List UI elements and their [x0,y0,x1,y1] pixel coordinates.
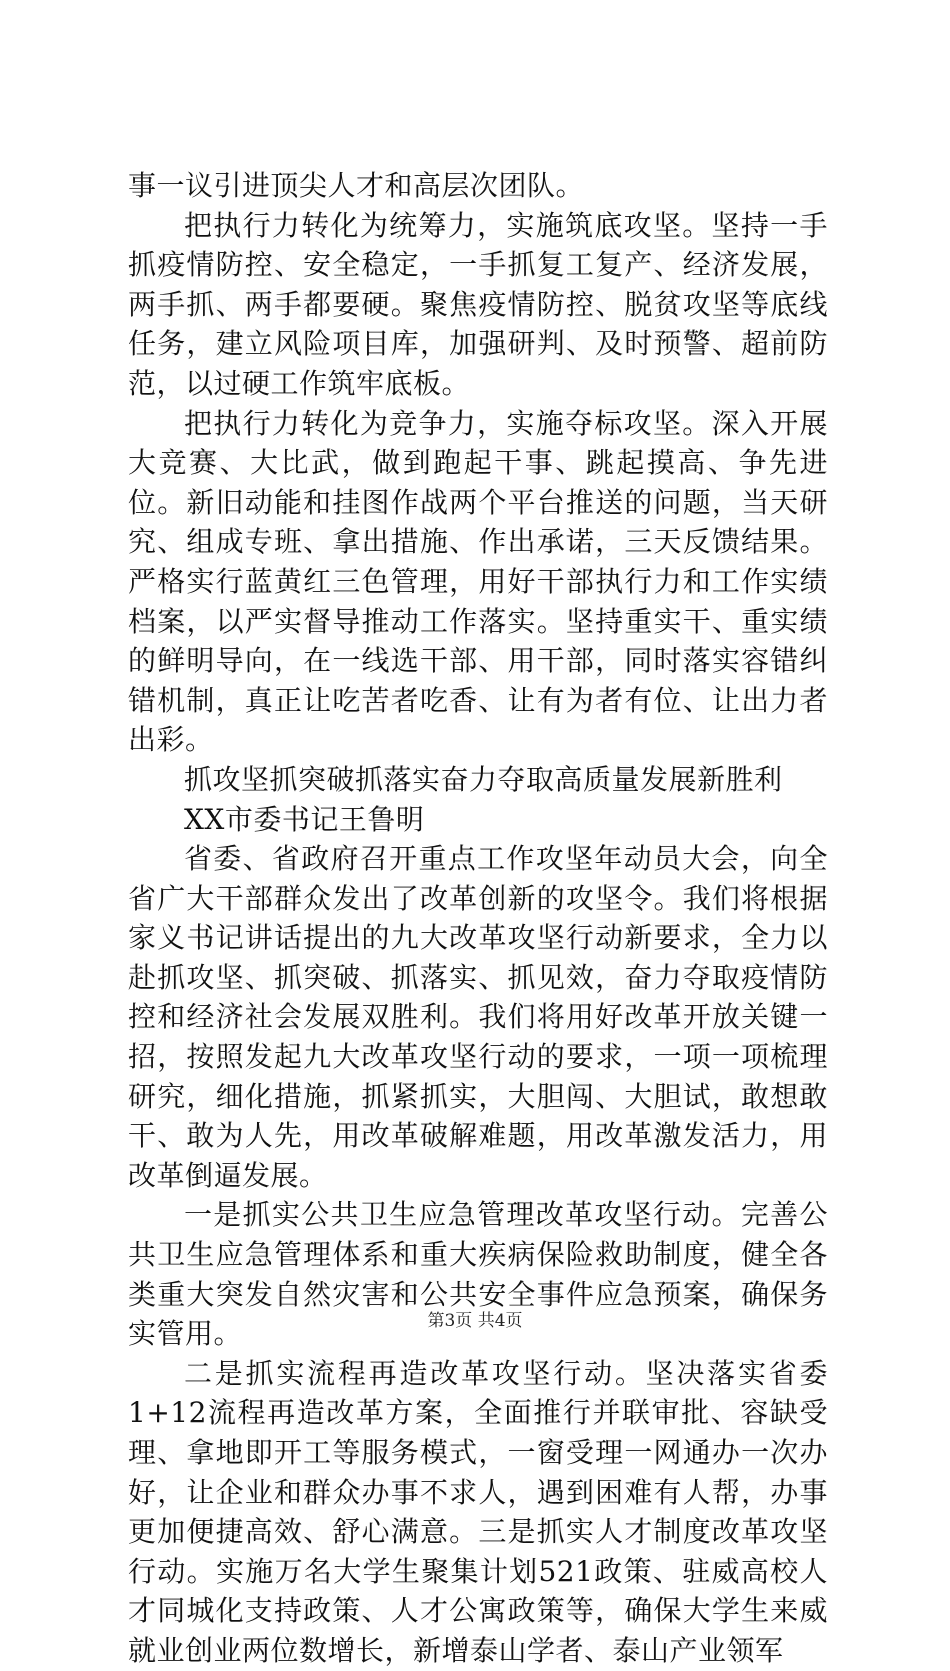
paragraph: 把执行力转化为竞争力，实施夺标攻坚。深入开展大竞赛、大比武，做到跑起干事、跳起摸高、争先进位。新旧动能和挂图作战两个平台推送的问题，当天研究、组成专班、拿出措施、作出承诺，三天反馈结果。严格实行蓝黄红三色管理，用好干部执行力和工作实绩档案，以严实督导推动工作落实。坚持重实干、重实绩的鲜明导向，在一线选干部、用干部，同时落实容错纠错机制，真正让吃苦者吃香、让有为者有位、让出力者出彩。 [128,406,828,757]
paragraph: 把执行力转化为统筹力，实施筑底攻坚。坚持一手抓疫情防控、安全稳定，一手抓复工复产、经济发展，两手抓、两手都要硬。聚焦疫情防控、脱贫攻坚等底线任务，建立风险项目库，加强研判、及时预警、超前防范，以过硬工作筑牢底板。 [128,208,828,400]
paragraph: XX市委书记王鲁明 [184,802,425,836]
paragraph: 二是抓实流程再造改革攻坚行动。坚决落实省委1+12流程再造改革方案，全面推行并联审批、容缺受理、拿地即开工等服务模式，一窗受理一网通办一次办好，让企业和群众办事不求人，遇到困难有人帮，办事更加便捷高效、舒心满意。三是抓实人才制度改革攻坚行动。实施万名大学生聚集计划521政策、驻威高校人才同城化支持政策、人才公寓政策等，确保大学生来威就业创业两位数增长，新增泰山学者、泰山产业领军 [128,1356,828,1667]
paragraph: 省委、省政府召开重点工作攻坚年动员大会，向全省广大干部群众发出了改革创新的攻坚令。我们将根据家义书记讲话提出的九大改革攻坚行动新要求，全力以赴抓攻坚、抓突破、抓落实、抓见效，奋力夺取疫情防控和经济社会发展双胜利。我们将用好改革开放关键一招，按照发起九大改革攻坚行动的要求，一项一项梳理研究，细化措施，抓紧抓实，大胆闯、大胆试，敢想敢干、敢为人先，用改革破解难题，用改革激发活力，用改革倒逼发展。 [128,842,828,1192]
page-footer: 第3页 共4页 [427,1311,523,1331]
paragraph: 一是抓实公共卫生应急管理改革攻坚行动。完善公共卫生应急管理体系和重大疾病保险救助制度，健全各类重大突发自然灾害和公共安全事件应急预案，确保务实管用。 [128,1198,828,1351]
paragraph: 抓攻坚抓突破抓落实奋力夺取高质量发展新胜利 [184,762,783,796]
document-body [128,166,828,1671]
paragraph: 事一议引进顶尖人才和高层次团队。 [128,169,585,202]
